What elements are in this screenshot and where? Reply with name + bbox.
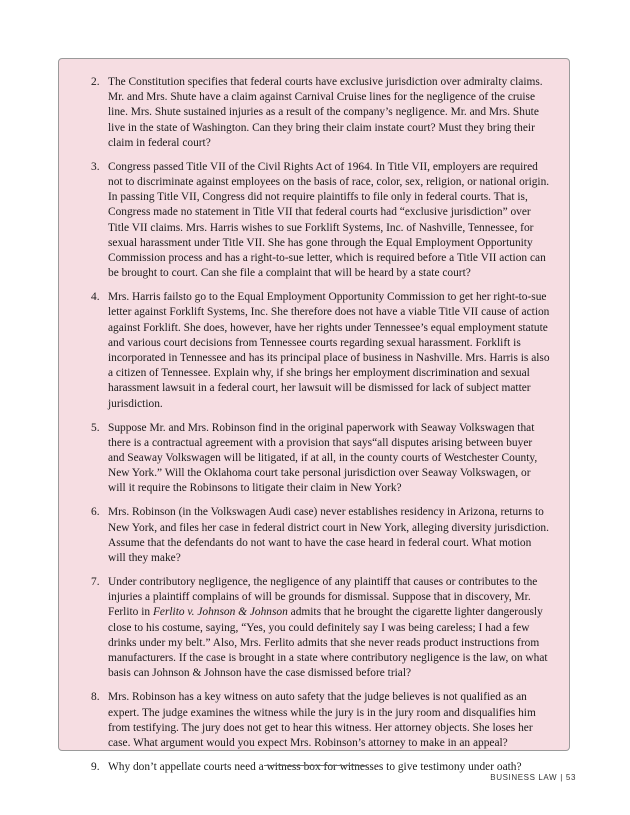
- question-text-before: Under contributory negligence, the negligence of any plaintiff that causes or contributes to the injuries a plaintiff complains of will be grounds for dismissal. Suppose that in discovery, Mr. Ferlito in: [108, 576, 538, 619]
- question-number: 3.: [91, 160, 100, 173]
- question-number: 9.: [91, 760, 100, 773]
- list-item: [91, 421, 551, 497]
- page-number: 53: [565, 773, 576, 782]
- question-text: The Constitution specifies that federal courts have exclusive jurisdiction over admiralty claims. Mr. and Mrs. Shute have a claim against Carnival Cruise lines for the negligence of the cruise line. Mrs. Shute sustained injuries as a result of the company’s negligence. Mr. and Mrs. Shute live in the state of Washington. Can they bring their claim instate court? Must they bring their claim in federal court?: [108, 76, 543, 149]
- question-text: Mrs. Robinson has a key witness on auto safety that the judge believes is not qualified as an expert. The judge examines the witness while the jury is in the jury room and disqualifies him from testifying. The jury does not get to hear this witness. Her attorney objects. She loses her case. What argument would you expect Mrs. Robinson’s attorney to make in an appeal?: [108, 691, 536, 749]
- list-item: [91, 760, 551, 775]
- question-number: 2.: [91, 76, 100, 88]
- question-number: 5.: [91, 421, 100, 434]
- question-text-after: admits that he brought the cigarette lighter dangerously close to his costume, saying, “Yes, you could definitely say I was being careless; I had a few drinks under my belt.” Also, Mrs. Ferlito admits that she never reads product instructions from manufacturers. If the case is brought in a state where contributory negligence is the law, on what basis can Johnson & Johnson have the case dismissed before trial?: [108, 606, 548, 680]
- question-number: 4.: [91, 291, 100, 304]
- question-text: Mrs. Robinson (in the Volkswagen Audi case) never establishes residency in Arizona, returns to New York, and files her case in federal district court in New York, alleging diversity jurisdiction. Assume that the defendants do not want to have the case heard in federal court. What motion will they make?: [108, 506, 549, 565]
- list-item: [91, 575, 551, 681]
- case-name: Ferlito v. Johnson & Johnson: [152, 606, 288, 619]
- question-text: Congress passed Title VII of the Civil Rights Act of 1964. In Title VII, employers are required not to discriminate against employees on the basis of race, color, sex, religion, or national origin. In passing Title VII, Congress did not require plaintiffs to file only in federal courts. That is, Congress made no statement in Title VII that federal courts had “exclusive jurisdiction” over Title VII claims. Mrs. Harris wishes to sue Forklift Systems, Inc. of Nashville, Tennessee, for sexual harassment under Title VII. She has gone through the Equal Employment Opportunity Commission process and has a right-to-sue letter, which is required before a Title VII action can be brought to court. Can she file a complaint that will be heard by a state court?: [108, 160, 550, 280]
- question-text: Mrs. Harris failsto go to the Equal Employment Opportunity Commission to get her right-to-sue letter against Forklift Systems, Inc. She therefore does not have a viable Title VII cause of action against Forklift. She does, however, have her rights under Tennessee’s equal employment statute and various court decisions from Tennessee courts regarding sexual harassment. Forklift is incorporated in Tennessee and has its principal place of business in Nashville. Mrs. Harris is also a citizen of Tennessee. Explain why, if she brings her employment discrimination and sexual harassment lawsuit in a federal court, her lawsuit will be dismissed for lack of subject matter jurisdiction.: [108, 291, 550, 410]
- question-list: [91, 75, 551, 784]
- list-item: [91, 290, 551, 412]
- list-item: [91, 75, 551, 151]
- list-item: [91, 690, 551, 751]
- question-number: 6.: [91, 506, 100, 519]
- question-text: Suppose Mr. and Mrs. Robinson find in the original paperwork with Seaway Volkswagen that there is a contractual agreement with a provision that says“all disputes arising between buyer and Seaway Volkswagen will be litigated, if at all, in the county courts of Westchester County, New York.” Will the Oklahoma court take personal jurisdiction over Seaway Volkswagen, or will it require the Robinsons to litigate their claim in New York?: [108, 421, 538, 495]
- list-item: [91, 160, 551, 282]
- list-item: [91, 505, 551, 566]
- footer-divider: [264, 765, 367, 766]
- page-footer: [490, 773, 576, 782]
- book-title: BUSINESS LAW: [490, 773, 558, 782]
- footer-separator: |: [560, 773, 563, 782]
- question-text: Why don’t appellate courts need a witness box for witnesses to give testimony under oath?: [108, 760, 522, 773]
- question-number: 7.: [91, 576, 100, 589]
- question-number: 8.: [91, 691, 100, 704]
